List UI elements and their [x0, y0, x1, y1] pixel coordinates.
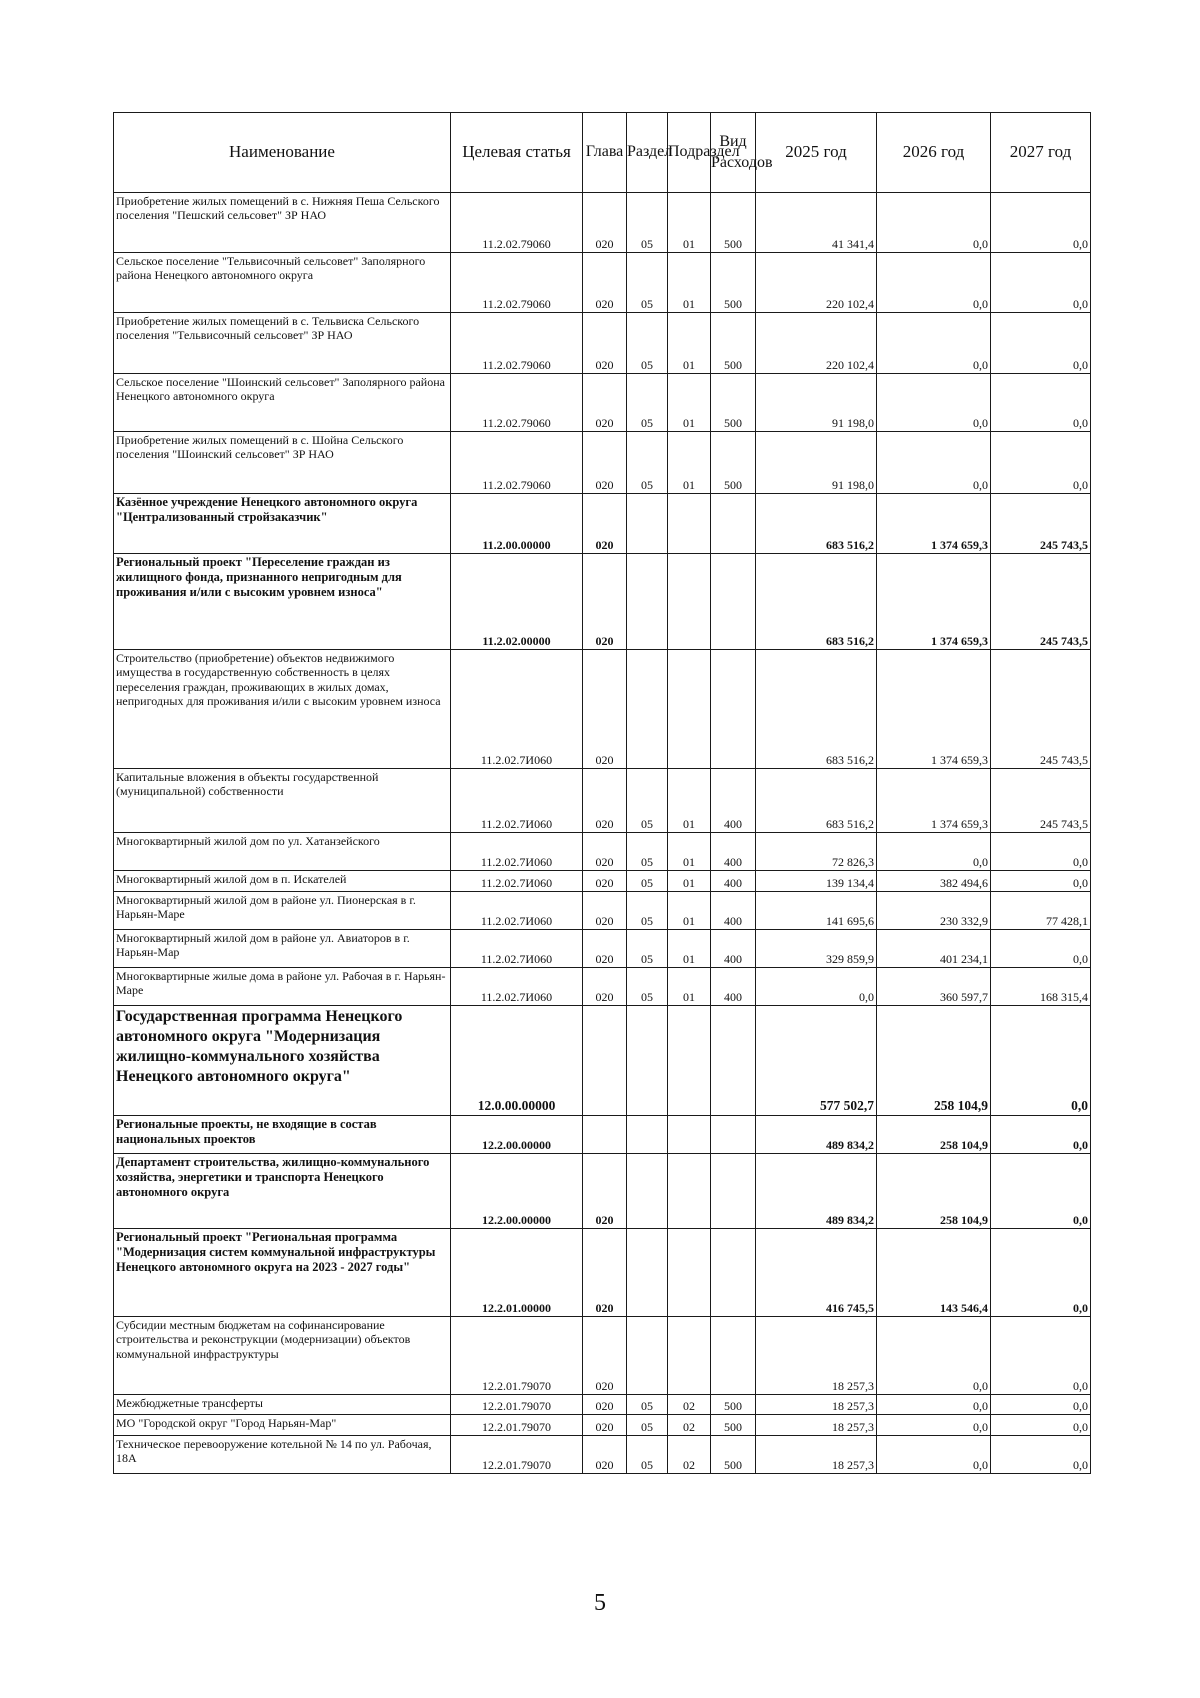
- table-cell-2025: 139 134,4: [756, 871, 877, 892]
- table-cell-expense-type: 400: [711, 968, 756, 1006]
- table-cell-name: Многоквартирный жилой дом в районе ул. Авиаторов в г. Нарьян-Мар: [114, 930, 451, 968]
- table-cell-subsection: 01: [668, 968, 711, 1006]
- table-cell-subsection: [668, 494, 711, 554]
- table-cell-expense-type: 500: [711, 374, 756, 432]
- table-cell-name: МО "Городской округ "Город Нарьян-Мар": [114, 1415, 451, 1436]
- table-cell-target: 11.2.02.00000: [451, 554, 583, 650]
- table-cell-chapter: 020: [583, 1229, 627, 1317]
- table-cell-subsection: 01: [668, 769, 711, 833]
- table-cell-2027: 245 743,5: [991, 494, 1091, 554]
- table-cell-expense-type: [711, 1006, 756, 1116]
- table-cell-subsection: 01: [668, 432, 711, 494]
- page-number: 5: [594, 1590, 606, 1616]
- table-cell-chapter: [583, 1006, 627, 1116]
- table-cell-chapter: 020: [583, 1317, 627, 1395]
- table-cell-target: 12.0.00.00000: [451, 1006, 583, 1116]
- table-cell-target: 12.2.00.00000: [451, 1116, 583, 1154]
- table-cell-2027: 0,0: [991, 1415, 1091, 1436]
- header-subsection: Подраздел: [668, 113, 711, 193]
- table-row: [114, 1436, 1091, 1474]
- table-cell-2025: 577 502,7: [756, 1006, 877, 1116]
- table-cell-section: 05: [627, 1395, 668, 1415]
- table-cell-chapter: 020: [583, 1395, 627, 1415]
- table-cell-2026: 1 374 659,3: [877, 650, 991, 769]
- table-cell-2026: 401 234,1: [877, 930, 991, 968]
- table-cell-chapter: 020: [583, 1415, 627, 1436]
- table-cell-2027: 168 315,4: [991, 968, 1091, 1006]
- table-cell-expense-type: [711, 494, 756, 554]
- table-cell-chapter: 020: [583, 313, 627, 374]
- table-cell-chapter: 020: [583, 769, 627, 833]
- table-cell-section: 05: [627, 892, 668, 930]
- table-cell-name: Сельское поселение "Шоинский сельсовет" Заполярного района Ненецкого автономного округа: [114, 374, 451, 432]
- table-cell-subsection: 02: [668, 1395, 711, 1415]
- table-cell-target: 12.2.01.79070: [451, 1415, 583, 1436]
- table-cell-section: 05: [627, 253, 668, 313]
- table-cell-2027: 245 743,5: [991, 650, 1091, 769]
- table-cell-2026: 1 374 659,3: [877, 769, 991, 833]
- table-cell-2025: 489 834,2: [756, 1154, 877, 1229]
- table-cell-section: [627, 1116, 668, 1154]
- table-cell-section: 05: [627, 374, 668, 432]
- table-cell-name: Многоквартирный жилой дом в п. Искателей: [114, 871, 451, 892]
- table-cell-chapter: 020: [583, 1436, 627, 1474]
- table-cell-section: 05: [627, 1436, 668, 1474]
- header-section: Раздел: [627, 113, 668, 193]
- table-cell-2027: 0,0: [991, 1116, 1091, 1154]
- table-cell-2027: 0,0: [991, 1154, 1091, 1229]
- header-2026: 2026 год: [877, 113, 991, 193]
- table-cell-name: Сельское поселение "Тельвисочный сельсовет" Заполярного района Ненецкого автономного округа: [114, 253, 451, 313]
- table-cell-2026: 258 104,9: [877, 1154, 991, 1229]
- table-cell-2027: 245 743,5: [991, 554, 1091, 650]
- table-cell-2025: 489 834,2: [756, 1116, 877, 1154]
- table-cell-chapter: 020: [583, 1154, 627, 1229]
- table-cell-2026: 143 546,4: [877, 1229, 991, 1317]
- table-cell-subsection: 01: [668, 930, 711, 968]
- header-target-article: Целевая статья: [451, 113, 583, 193]
- table-cell-subsection: 01: [668, 253, 711, 313]
- table-cell-section: [627, 1317, 668, 1395]
- table-cell-target: 11.2.02.7И060: [451, 650, 583, 769]
- table-cell-target: 11.2.02.7И060: [451, 769, 583, 833]
- table-cell-2025: 329 859,9: [756, 930, 877, 968]
- table-row: [114, 1395, 1091, 1415]
- table-cell-expense-type: 500: [711, 193, 756, 253]
- table-cell-expense-type: 500: [711, 432, 756, 494]
- table-cell-expense-type: 500: [711, 1395, 756, 1415]
- table-cell-2025: 220 102,4: [756, 253, 877, 313]
- table-cell-subsection: 01: [668, 833, 711, 871]
- table-cell-subsection: 02: [668, 1436, 711, 1474]
- table-cell-expense-type: 500: [711, 1415, 756, 1436]
- table-cell-subsection: 01: [668, 374, 711, 432]
- table-cell-expense-type: 400: [711, 892, 756, 930]
- table-cell-2025: 72 826,3: [756, 833, 877, 871]
- table-cell-2025: 18 257,3: [756, 1395, 877, 1415]
- table-body: [114, 193, 1091, 1474]
- table-cell-section: [627, 494, 668, 554]
- table-row: [114, 193, 1091, 253]
- table-cell-section: 05: [627, 313, 668, 374]
- table-cell-2027: 0,0: [991, 1006, 1091, 1116]
- table-row: [114, 833, 1091, 871]
- table-cell-name: Региональный проект "Переселение граждан из жилищного фонда, признанного непригодным для проживания и/или с высоким уровнем износа": [114, 554, 451, 650]
- table-cell-target: 11.2.02.7И060: [451, 930, 583, 968]
- table-cell-subsection: [668, 1317, 711, 1395]
- table-cell-2027: 0,0: [991, 193, 1091, 253]
- table-cell-section: [627, 1229, 668, 1317]
- table-cell-2025: 18 257,3: [756, 1415, 877, 1436]
- table-cell-2027: 0,0: [991, 374, 1091, 432]
- table-cell-2027: 0,0: [991, 1229, 1091, 1317]
- table-cell-2025: 683 516,2: [756, 554, 877, 650]
- table-cell-expense-type: [711, 1317, 756, 1395]
- table-cell-name: Межбюджетные трансферты: [114, 1395, 451, 1415]
- table-cell-2026: 0,0: [877, 253, 991, 313]
- table-cell-name: Многоквартирный жилой дом по ул. Хатанзейского: [114, 833, 451, 871]
- table-cell-subsection: 02: [668, 1415, 711, 1436]
- table-cell-subsection: [668, 1116, 711, 1154]
- table-cell-2026: 0,0: [877, 1395, 991, 1415]
- table-cell-name: Региональные проекты, не входящие в состав национальных проектов: [114, 1116, 451, 1154]
- table-cell-target: 12.2.01.00000: [451, 1229, 583, 1317]
- table-cell-subsection: 01: [668, 193, 711, 253]
- table-cell-2025: 41 341,4: [756, 193, 877, 253]
- table-cell-target: 11.2.02.79060: [451, 432, 583, 494]
- table-cell-section: [627, 554, 668, 650]
- table-cell-subsection: 01: [668, 892, 711, 930]
- table-cell-target: 11.2.02.79060: [451, 253, 583, 313]
- table-cell-2025: 141 695,6: [756, 892, 877, 930]
- table-cell-2026: 1 374 659,3: [877, 494, 991, 554]
- table-cell-expense-type: 400: [711, 833, 756, 871]
- table-cell-section: 05: [627, 968, 668, 1006]
- table-cell-target: 11.2.00.00000: [451, 494, 583, 554]
- table-cell-name: Техническое перевооружение котельной № 14 по ул. Рабочая, 18А: [114, 1436, 451, 1474]
- table-cell-chapter: 020: [583, 193, 627, 253]
- table-cell-section: 05: [627, 930, 668, 968]
- table-cell-2027: 0,0: [991, 253, 1091, 313]
- table-cell-target: 12.2.00.00000: [451, 1154, 583, 1229]
- table-cell-section: 05: [627, 432, 668, 494]
- table-cell-section: [627, 1154, 668, 1229]
- table-row: [114, 769, 1091, 833]
- table-row: [114, 1116, 1091, 1154]
- table-cell-chapter: 020: [583, 833, 627, 871]
- table-cell-section: 05: [627, 833, 668, 871]
- table-cell-2025: 91 198,0: [756, 432, 877, 494]
- table-cell-name: Субсидии местным бюджетам на софинансирование строительства и реконструкции (модернизации) объектов коммунальной инфраструктуры: [114, 1317, 451, 1395]
- table-cell-2027: 0,0: [991, 1317, 1091, 1395]
- table-cell-2026: 0,0: [877, 374, 991, 432]
- table-row: [114, 968, 1091, 1006]
- table-cell-subsection: [668, 650, 711, 769]
- table-cell-2026: 0,0: [877, 432, 991, 494]
- table-cell-2027: 0,0: [991, 1436, 1091, 1474]
- table-cell-subsection: [668, 1154, 711, 1229]
- table-cell-subsection: 01: [668, 313, 711, 374]
- table-cell-2026: 258 104,9: [877, 1006, 991, 1116]
- table-cell-subsection: 01: [668, 871, 711, 892]
- table-cell-target: 11.2.02.7И060: [451, 968, 583, 1006]
- table-cell-expense-type: 400: [711, 769, 756, 833]
- table-cell-name: Казённое учреждение Ненецкого автономного округа "Централизованный стройзаказчик": [114, 494, 451, 554]
- table-cell-name: Региональный проект "Региональная программа "Модернизация систем коммунальной инфраструктуры Ненецкого автономного округа на 2023 - 2027 годы": [114, 1229, 451, 1317]
- table-cell-2025: 683 516,2: [756, 650, 877, 769]
- table-cell-2026: 0,0: [877, 1415, 991, 1436]
- table-cell-name: Приобретение жилых помещений в с. Шойна Сельского поселения "Шоинский сельсовет" ЗР НАО: [114, 432, 451, 494]
- table-cell-name: Департамент строительства, жилищно-коммунального хозяйства, энергетики и транспорта Ненецкого автономного округа: [114, 1154, 451, 1229]
- table-row: [114, 554, 1091, 650]
- table-cell-2026: 0,0: [877, 1436, 991, 1474]
- table-cell-target: 12.2.01.79070: [451, 1436, 583, 1474]
- table-cell-section: 05: [627, 193, 668, 253]
- table-cell-expense-type: [711, 1154, 756, 1229]
- table-cell-chapter: 020: [583, 253, 627, 313]
- table-cell-expense-type: [711, 1116, 756, 1154]
- table-cell-expense-type: 400: [711, 930, 756, 968]
- table-cell-2027: 0,0: [991, 432, 1091, 494]
- table-cell-2027: 245 743,5: [991, 769, 1091, 833]
- table-cell-2025: 91 198,0: [756, 374, 877, 432]
- table-cell-target: 11.2.02.79060: [451, 313, 583, 374]
- table-cell-subsection: [668, 554, 711, 650]
- header-2025: 2025 год: [756, 113, 877, 193]
- table-cell-subsection: [668, 1006, 711, 1116]
- table-cell-expense-type: [711, 650, 756, 769]
- table-cell-subsection: [668, 1229, 711, 1317]
- table-cell-expense-type: [711, 554, 756, 650]
- table-row: [114, 1317, 1091, 1395]
- table-cell-2025: 683 516,2: [756, 769, 877, 833]
- table-cell-target: 12.2.01.79070: [451, 1317, 583, 1395]
- table-cell-chapter: 020: [583, 871, 627, 892]
- table-row: [114, 892, 1091, 930]
- table-cell-2025: 683 516,2: [756, 494, 877, 554]
- table-cell-chapter: 020: [583, 374, 627, 432]
- table-cell-target: 11.2.02.7И060: [451, 871, 583, 892]
- table-row: [114, 494, 1091, 554]
- table-cell-2026: 382 494,6: [877, 871, 991, 892]
- table-cell-name: Приобретение жилых помещений в с. Тельвиска Сельского поселения "Тельвисочный сельсовет" ЗР НАО: [114, 313, 451, 374]
- table-cell-target: 11.2.02.7И060: [451, 833, 583, 871]
- table-cell-2025: 220 102,4: [756, 313, 877, 374]
- table-cell-chapter: 020: [583, 968, 627, 1006]
- table-cell-2026: 0,0: [877, 1317, 991, 1395]
- table-cell-name: Капитальные вложения в объекты государственной (муниципальной) собственности: [114, 769, 451, 833]
- table-cell-2027: 0,0: [991, 871, 1091, 892]
- table-cell-2027: 77 428,1: [991, 892, 1091, 930]
- table-cell-expense-type: 500: [711, 1436, 756, 1474]
- table-cell-section: [627, 650, 668, 769]
- table-cell-name: Многоквартирные жилые дома в районе ул. Рабочая в г. Нарьян-Маре: [114, 968, 451, 1006]
- table-cell-2026: 0,0: [877, 313, 991, 374]
- table-cell-expense-type: 400: [711, 871, 756, 892]
- table-cell-name: Государственная программа Ненецкого автономного округа "Модернизация жилищно-коммунального хозяйства Ненецкого автономного округа": [114, 1006, 451, 1116]
- table-cell-chapter: 020: [583, 554, 627, 650]
- table-cell-expense-type: [711, 1229, 756, 1317]
- table-row: [114, 374, 1091, 432]
- table-cell-2027: 0,0: [991, 833, 1091, 871]
- table-row: [114, 1154, 1091, 1229]
- table-cell-expense-type: 500: [711, 253, 756, 313]
- table-cell-2027: 0,0: [991, 1395, 1091, 1415]
- table-cell-chapter: 020: [583, 494, 627, 554]
- table-row: [114, 1415, 1091, 1436]
- table-cell-2026: 258 104,9: [877, 1116, 991, 1154]
- table-cell-chapter: 020: [583, 892, 627, 930]
- table-cell-chapter: 020: [583, 930, 627, 968]
- table-cell-chapter: 020: [583, 432, 627, 494]
- table-cell-chapter: 020: [583, 650, 627, 769]
- table-cell-2025: 416 745,5: [756, 1229, 877, 1317]
- table-cell-name: Приобретение жилых помещений в с. Нижняя Пеша Сельского поселения "Пешский сельсовет" ЗР НАО: [114, 193, 451, 253]
- header-2027: 2027 год: [991, 113, 1091, 193]
- table-row: [114, 432, 1091, 494]
- table-cell-2027: 0,0: [991, 930, 1091, 968]
- table-cell-chapter: [583, 1116, 627, 1154]
- table-cell-2026: 230 332,9: [877, 892, 991, 930]
- table-row: [114, 313, 1091, 374]
- table-row: [114, 1229, 1091, 1317]
- header-name: Наименование: [114, 113, 451, 193]
- table-cell-target: 11.2.02.79060: [451, 193, 583, 253]
- table-cell-name: Строительство (приобретение) объектов недвижимого имущества в государственную собственность в целях переселения граждан, проживающих в жилых домах, непригодных для проживания и/или с высоким уровнем износа: [114, 650, 451, 769]
- table-cell-2026: 1 374 659,3: [877, 554, 991, 650]
- table-cell-target: 11.2.02.79060: [451, 374, 583, 432]
- table-row: [114, 930, 1091, 968]
- table-cell-target: 11.2.02.7И060: [451, 892, 583, 930]
- table-cell-section: 05: [627, 1415, 668, 1436]
- table-cell-2026: 360 597,7: [877, 968, 991, 1006]
- table-row: [114, 871, 1091, 892]
- table-cell-2026: 0,0: [877, 833, 991, 871]
- table-cell-2025: 18 257,3: [756, 1436, 877, 1474]
- table-cell-section: 05: [627, 769, 668, 833]
- table-cell-2025: 18 257,3: [756, 1317, 877, 1395]
- header-chapter: Глава: [583, 113, 627, 193]
- budget-table: [113, 112, 1091, 1474]
- table-cell-name: Многоквартирный жилой дом в районе ул. Пионерская в г. Нарьян-Маре: [114, 892, 451, 930]
- table-cell-section: [627, 1006, 668, 1116]
- table-row: [114, 650, 1091, 769]
- table-cell-expense-type: 500: [711, 313, 756, 374]
- table-row: [114, 253, 1091, 313]
- table-row: [114, 1006, 1091, 1116]
- table-cell-2027: 0,0: [991, 313, 1091, 374]
- table-cell-2025: 0,0: [756, 968, 877, 1006]
- table-cell-section: 05: [627, 871, 668, 892]
- header-expense-type: Вид Расходов: [711, 113, 756, 193]
- table-cell-target: 12.2.01.79070: [451, 1395, 583, 1415]
- table-cell-2026: 0,0: [877, 193, 991, 253]
